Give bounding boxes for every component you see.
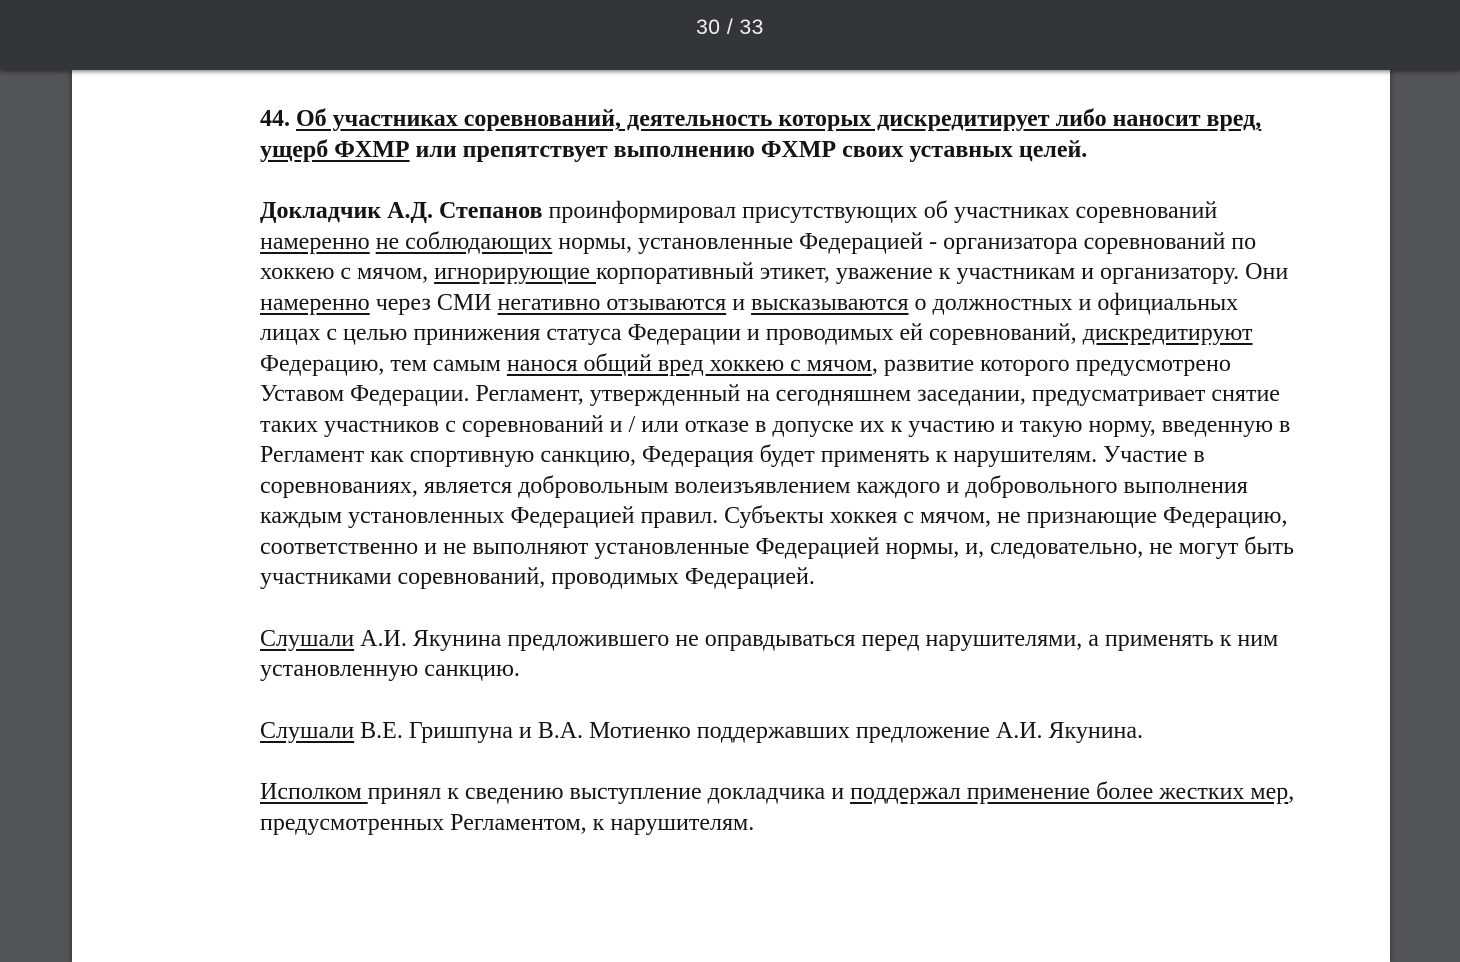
text-segment: принял к сведению выступление докладчика и: [367, 779, 851, 805]
text-segment: о должностных и официальных лицах с целью принижения статуса Федерации и проводимых ей соревнований,: [260, 289, 1239, 346]
text-segment: нормы, установленные Федерацией - организатора соревнований по хоккею с мячом,: [260, 228, 1257, 285]
underlined-segment: дискредитируют: [1082, 320, 1253, 346]
paragraph-ispolkom: [260, 777, 1300, 838]
underlined-segment: Слушали: [260, 625, 355, 652]
underlined-segment: игнорирующие: [434, 259, 597, 285]
underlined-segment: не соблюдающих: [375, 228, 553, 255]
underlined-segment: негативно отзываются: [497, 289, 727, 316]
heading-underlined: Об участниках соревнований, деятельность которых дискредитирует либо наносит вред, ущерб ФХМР: [260, 106, 1262, 163]
pdf-toolbar: [0, 0, 1460, 70]
speaker-name: Докладчик А.Д. Степанов: [260, 198, 543, 224]
document-page: [72, 70, 1390, 962]
text-segment: через СМИ: [369, 289, 498, 316]
text-segment: В.Е. Гришпуна и В.А. Мотиенко поддержавших предложение А.И. Якунина.: [354, 717, 1144, 744]
paragraph-yakunin: [260, 624, 1300, 685]
underlined-segment: намеренно: [260, 289, 370, 316]
text-segment: проинформировал присутствующих об участниках соревнований: [542, 198, 1218, 224]
text-segment: А.И. Якунина предложившего не оправдываться перед нарушителями, а применять к ним установленную санкцию.: [260, 625, 1279, 682]
underlined-segment: нанося общий вред хоккею с мячом: [506, 350, 872, 377]
text-segment: корпоративный этикет, уважение к участникам и организатору. Они: [596, 259, 1289, 285]
text-segment: , развитие которого предусмотрено Уставом Федерации. Регламент, утвержденный на сегодняшнем заседании, предусматривает снятие таких участников с соревнований и / или отказе в допуске их к участию и такую норму, введенную в Регламент как спортивную санкцию, Федерация будет применять к нарушителям. Участие в соревнованиях, является добровольным волеизъявлением каждого и добровольного выполнения каждым установленных Федерацией правил. Субъекты хоккея с мячом, не признающие Федерацию, соответственно и не выполняют установленные Федерацией нормы, и, следовательно, не могут быть участниками соревнований, проводимых Федерацией.: [260, 350, 1294, 590]
underlined-segment: поддержал применение более жестких мер: [850, 779, 1289, 805]
heading-rest: или препятствует выполнению ФХМР своих уставных целей.: [409, 136, 1088, 163]
underlined-segment: Исполком: [260, 779, 368, 805]
page-content: [260, 104, 1300, 869]
paragraph-grishpun: [260, 716, 1300, 747]
text-segment: , предусмотренных Регламентом, к нарушителям.: [260, 779, 1295, 836]
section-heading: [260, 104, 1300, 165]
text-segment: и: [726, 289, 752, 316]
underlined-segment: высказываются: [751, 289, 909, 316]
paragraph-report: [260, 196, 1300, 593]
text-segment: Федерацию, тем самым: [260, 350, 507, 377]
heading-number: 44.: [260, 106, 296, 132]
page-counter: 30 / 33: [696, 16, 764, 39]
underlined-segment: Слушали: [260, 717, 355, 744]
underlined-segment: намеренно: [260, 228, 370, 255]
